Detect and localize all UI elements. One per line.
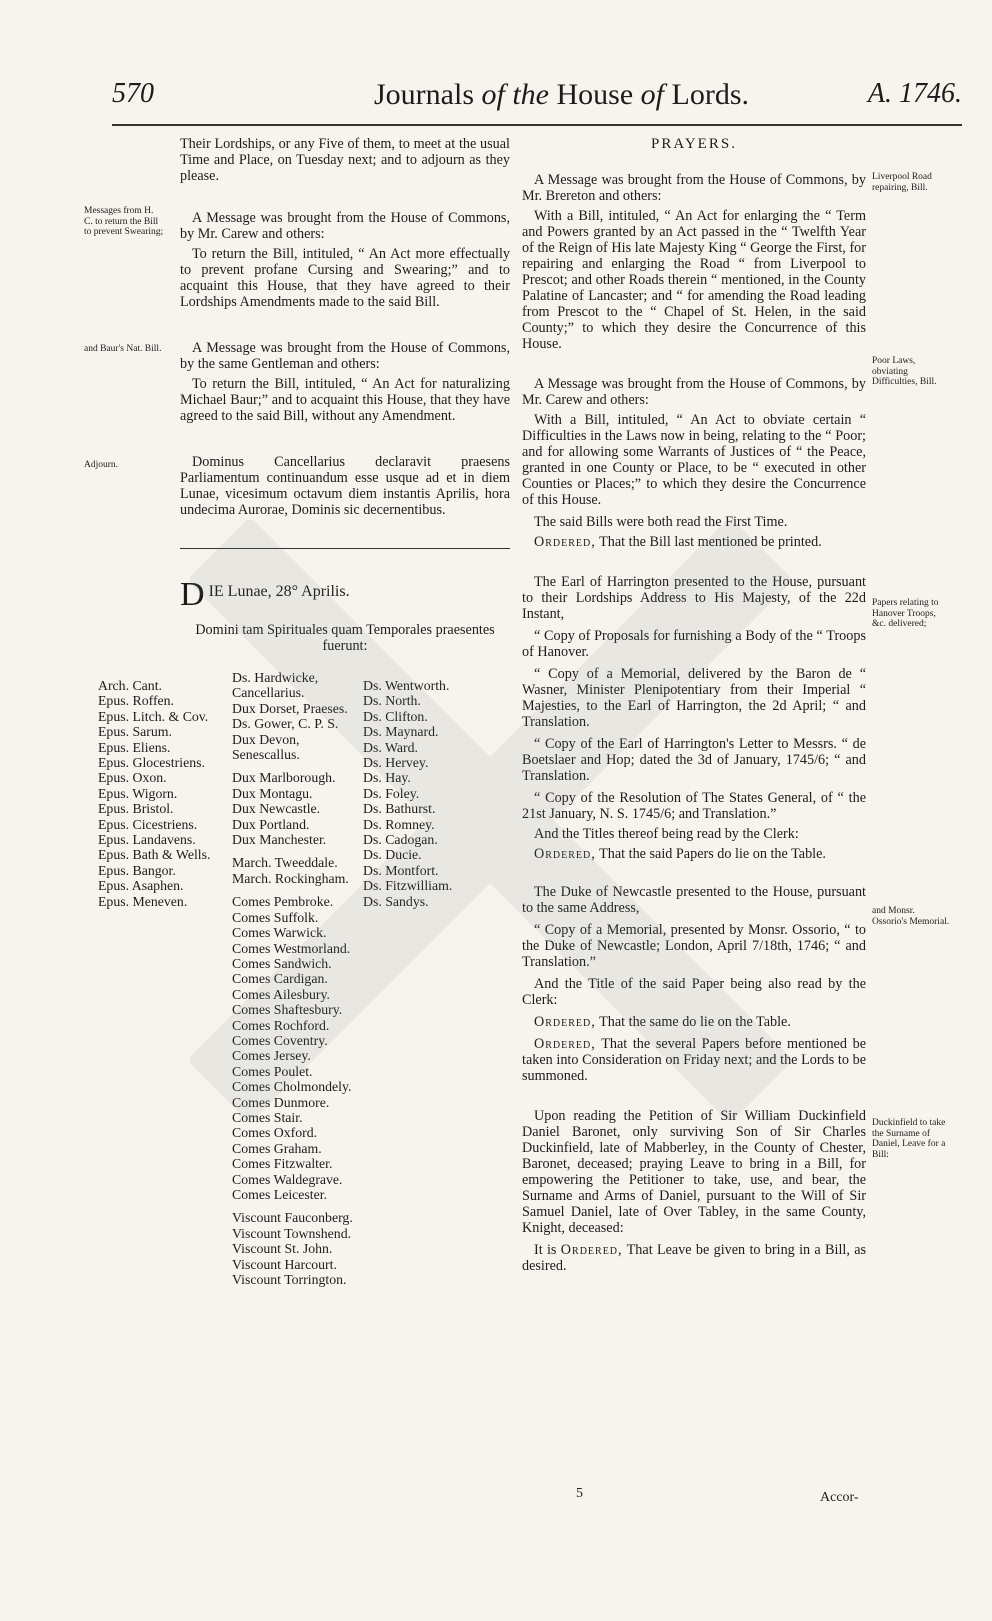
title-part-of-the: of the bbox=[481, 78, 549, 111]
page-number: 570 bbox=[112, 78, 154, 109]
harrington-presented: The Earl of Harrington presented to the House, pursuant to their Lordships Address to His Majesty, of the 22d Instant, bbox=[522, 574, 866, 622]
paper-wasner-memorial: “ Copy of a Memorial, delivered by the Baron de “ Wasner, Minister Plenipotentiary from their Imperial “ Majesties, to the Earl of Harrington, the 2d April; “ and Translation. bbox=[522, 666, 866, 730]
margin-note-papers: Papers relating to Hanover Troops, &c. delivered; bbox=[872, 598, 939, 629]
list-gap bbox=[232, 1202, 362, 1210]
lord-name: Comes Cholmondely. bbox=[232, 1079, 352, 1095]
ordered-label: Ordered, bbox=[560, 1242, 623, 1258]
lord-name: Comes Jersey. bbox=[232, 1048, 311, 1064]
lord-name: Comes Ailesbury. bbox=[232, 986, 330, 1002]
lord-name: Comes Rochford. bbox=[232, 1017, 330, 1033]
title-part-of: of bbox=[640, 78, 664, 111]
poor-laws-message-intro: A Message was brought from the House of Commons, by Mr. Carew and others: bbox=[522, 376, 866, 408]
titles-read: And the Titles thereof being read by the Clerk: bbox=[534, 826, 799, 842]
lord-name: Epus. Asaphen. bbox=[98, 878, 184, 894]
lord-name: March. Tweeddale. bbox=[232, 855, 338, 871]
lord-name: Ds. Gower, C. P. S. bbox=[232, 716, 339, 732]
order-same-lie bbox=[522, 1014, 866, 1030]
lord-name: Comes Westmorland. bbox=[232, 940, 351, 956]
lord-name: Comes Coventry. bbox=[232, 1032, 328, 1048]
lords-column-bishops bbox=[98, 678, 223, 909]
die-date: IE Lunae, 28° Aprilis. bbox=[208, 583, 350, 600]
lord-name: Ds. Sandys. bbox=[363, 893, 429, 909]
title-part-house: House bbox=[556, 78, 634, 111]
margin-note-ossorio: and Monsr. Ossorio's Memorial. bbox=[872, 906, 950, 927]
lord-name: Ds. Foley. bbox=[363, 785, 420, 801]
title-read: And the Title of the said Paper being also read by the Clerk: bbox=[522, 976, 866, 1008]
header-rule bbox=[112, 124, 962, 126]
list-gap bbox=[232, 762, 362, 770]
lord-name: Epus. Meneven. bbox=[98, 893, 188, 909]
order-lie-on-table bbox=[522, 846, 866, 862]
order-same-text: That the same do lie on the Table. bbox=[599, 1014, 791, 1030]
liverpool-message-intro: A Message was brought from the House of Commons, by Mr. Brereton and others: bbox=[522, 172, 866, 204]
bills-read-first-time: The said Bills were both read the First Time. bbox=[534, 514, 788, 530]
paper-proposals: “ Copy of Proposals for furnishing a Body of the “ Troops of Hanover. bbox=[522, 628, 866, 660]
lord-name: Comes Shaftesbury. bbox=[232, 1002, 343, 1018]
lord-name: Epus. Eliens. bbox=[98, 739, 171, 755]
margin-note-poor-laws: Poor Laws, obviating Difficulties, Bill. bbox=[872, 356, 937, 387]
latin-adjournment: Dominus Cancellarius declaravit praesens Parliamentum continuandum esse usque ad et in diem Lunae, vicesimum octavum diem instantis Aprilis, hora undecima Aurorae, Dominis sic decernentibus. bbox=[180, 454, 510, 518]
margin-note-duckinfield: Duckinfield to take the Surname of Daniel, Leave for a Bill: bbox=[872, 1118, 946, 1160]
message-1-intro: A Message was brought from the House of Commons, by Mr. Carew and others: bbox=[180, 210, 510, 242]
lord-name: Viscount Torrington. bbox=[232, 1272, 347, 1288]
message-1-body: To return the Bill, intituled, “ An Act more effectually to prevent profane Cursing and Swearing;” and to acquaint this House, that they have agreed to their Lordships Amendments made to the said Bill. bbox=[180, 246, 510, 310]
lord-name: Comes Waldegrave. bbox=[232, 1171, 343, 1187]
lord-name: Epus. Sarum. bbox=[98, 724, 172, 740]
lord-name: Comes Sandwich. bbox=[232, 955, 332, 971]
margin-note-swearing: Messages from H. C. to return the Bill to prevent Swearing; bbox=[84, 206, 164, 237]
lord-name: Ds. Bathurst. bbox=[363, 801, 436, 817]
list-gap bbox=[232, 886, 362, 894]
prayers-heading: PRAYERS. bbox=[651, 136, 737, 152]
newcastle-presented: The Duke of Newcastle presented to the House, pursuant to the same Address, bbox=[522, 884, 866, 916]
lord-name: Epus. Cicestriens. bbox=[98, 816, 198, 832]
order-lie-text: That the said Papers do lie on the Table. bbox=[599, 846, 826, 862]
lord-name: Viscount Fauconberg. bbox=[232, 1210, 353, 1226]
header-year: A. 1746. bbox=[867, 78, 962, 109]
paper-states-general: “ Copy of the Resolution of The States General, of “ the 21st January, N. S. 1745/6; and Translation.” bbox=[522, 790, 866, 822]
message-2-body: To return the Bill, intituled, “ An Act for naturalizing Michael Baur;” and to acquaint this House, that they have agreed to the said Bill, without any Amendment. bbox=[180, 376, 510, 424]
order-consideration-text: That the several Papers before mentioned be taken into Consideration on Friday next; and the Lords to be summoned. bbox=[522, 1036, 866, 1084]
order-printed-text: That the Bill last mentioned be printed. bbox=[599, 534, 822, 550]
paper-harrington-letter: “ Copy of the Earl of Harrington's Letter to Messrs. “ de Boetslaer and Hop; dated the 3d of January, 1745/6; “ and Translation. bbox=[522, 736, 866, 784]
lord-name: Ds. Hardwicke, bbox=[232, 670, 319, 685]
lord-name: Comes Cardigan. bbox=[232, 971, 328, 987]
lord-name: Ds. Ward. bbox=[363, 739, 418, 755]
title-part-lords: Lords. bbox=[671, 78, 749, 111]
lord-name: Dux Montagu. bbox=[232, 785, 313, 801]
lord-name: Comes Dunmore. bbox=[232, 1094, 330, 1110]
lord-name: Ds. North. bbox=[363, 693, 421, 709]
drop-cap-d: D bbox=[180, 576, 205, 613]
lord-name: Dux Portland. bbox=[232, 816, 310, 832]
lord-name: Dux Newcastle. bbox=[232, 801, 321, 817]
lord-name: Viscount St. John. bbox=[232, 1241, 333, 1257]
lord-name: Comes Leicester. bbox=[232, 1187, 328, 1202]
lord-name: Ds. Wentworth. bbox=[363, 678, 450, 693]
list-gap bbox=[232, 847, 362, 855]
lord-name: Senescallus. bbox=[232, 747, 300, 763]
message-2-intro: A Message was brought from the House of Commons, by the same Gentleman and others: bbox=[180, 340, 510, 372]
lord-name: Dux Dorset, Praeses. bbox=[232, 700, 348, 716]
lord-name: Dux Manchester. bbox=[232, 832, 327, 848]
lord-name: Comes Graham. bbox=[232, 1140, 322, 1156]
liverpool-bill-text: With a Bill, intituled, “ An Act for enlarging the “ Term and Powers granted by an Act passed in the “ Twelfth Year of the Reign of His late Majesty King “ George the First, for repairing and enlarging the Road “ from Liverpool to Prescot; and other Roads therein “ mentioned, in the County Palatine of Lancaster; and “ for amending the Road leading from Prescot to the “ Chapel of St. Helen, in the said County;” to which they desire the Concurrence of this House. bbox=[522, 208, 866, 352]
page-header bbox=[112, 78, 962, 118]
section-rule bbox=[180, 548, 510, 549]
order-consideration bbox=[522, 1036, 866, 1084]
die-heading bbox=[180, 576, 510, 664]
lord-name: Arch. Cant. bbox=[98, 678, 162, 693]
lord-name: March. Rockingham. bbox=[232, 870, 349, 886]
lord-name: Comes Warwick. bbox=[232, 925, 327, 941]
lord-name: Comes Fitzwalter. bbox=[232, 1156, 333, 1172]
lord-name: Epus. Bristol. bbox=[98, 801, 174, 817]
lord-name: Viscount Harcourt. bbox=[232, 1256, 337, 1272]
duckinfield-petition: Upon reading the Petition of Sir William Duckinfield Daniel Baronet, only surviving Son of Sir Charles Duckinfield, late of Mabberley, in the County of Chester, Baronet, deceased; praying Leave to bring in a Bill, for empowering the Petitioner to take, use, and bear, the Surname and Arms of Daniel, pursuant to the Will of Sir Samuel Daniel, late of Over Tabley, in the same County, Knight, deceased: bbox=[522, 1108, 866, 1236]
lord-name: Epus. Bath & Wells. bbox=[98, 847, 211, 863]
lord-name: Comes Oxford. bbox=[232, 1125, 318, 1141]
catchword: Accor- bbox=[820, 1490, 859, 1505]
journal-title bbox=[374, 78, 749, 112]
lord-name: Epus. Roffen. bbox=[98, 693, 175, 709]
adjourn-paragraph: Their Lordships, or any Five of them, to meet at the usual Time and Place, on Tuesday next; and to adjourn as they please. bbox=[180, 136, 510, 184]
ordered-label: Ordered, bbox=[534, 1036, 596, 1052]
domini-present: Domini tam Spirituales quam Temporales praesentes fuerunt: bbox=[195, 622, 495, 654]
lord-name: Epus. Landavens. bbox=[98, 832, 196, 848]
it-is-text: It is bbox=[534, 1242, 557, 1258]
order-leave-text: That Leave be given to bring in a Bill, as desired. bbox=[522, 1242, 867, 1274]
margin-note-baur: and Baur's Nat. Bill. bbox=[84, 344, 162, 354]
lord-name: Cancellarius. bbox=[232, 685, 305, 701]
lord-name: Comes Pembroke. bbox=[232, 894, 334, 910]
lord-name: Ds. Fitzwilliam. bbox=[363, 878, 453, 894]
lord-name: Ds. Montfort. bbox=[363, 862, 439, 878]
lord-name: Comes Stair. bbox=[232, 1109, 303, 1125]
title-part-journals: Journals bbox=[374, 78, 474, 111]
lord-name: Epus. Oxon. bbox=[98, 770, 167, 786]
ordered-label: Ordered, bbox=[534, 1014, 596, 1030]
lord-name: Ds. Hervey. bbox=[363, 755, 429, 771]
lord-name: Ds. Clifton. bbox=[363, 708, 428, 724]
left-column bbox=[180, 136, 510, 528]
lord-name: Ds. Hay. bbox=[363, 770, 411, 786]
ordered-label: Ordered, bbox=[534, 846, 596, 862]
lord-name: Ds. Romney. bbox=[363, 816, 435, 832]
lord-name: Epus. Wigorn. bbox=[98, 785, 178, 801]
poor-laws-bill-text: With a Bill, intituled, “ An Act to obviate certain “ Difficulties in the Laws now in being, relating to the “ Poor; and for allowing some Warrants of Justices of “ the Peace, granted in one County or Place, to be “ executed in other Counties or Places;” to which they desire the Concurrence of this House. bbox=[522, 412, 866, 508]
right-column bbox=[522, 136, 866, 1280]
paper-ossorio-memorial: “ Copy of a Memorial, presented by Monsr. Ossorio, “ to the Duke of Newcastle; London, April 7/18th, 1746; “ and Translation.” bbox=[522, 922, 866, 970]
lord-name: Dux Marlborough. bbox=[232, 770, 336, 786]
lords-column-dukes-earls bbox=[232, 670, 362, 1287]
lords-column-barons bbox=[363, 678, 473, 909]
lord-name: Comes Suffolk. bbox=[232, 909, 319, 925]
order-leave-bill bbox=[522, 1242, 866, 1274]
lord-name: Ds. Maynard. bbox=[363, 724, 439, 740]
margin-note-adjourn: Adjourn. bbox=[84, 460, 119, 470]
lord-name: Viscount Townshend. bbox=[232, 1225, 352, 1241]
lord-name: Comes Poulet. bbox=[232, 1063, 313, 1079]
lord-name: Epus. Bangor. bbox=[98, 862, 176, 878]
ordered-label: Ordered, bbox=[534, 534, 596, 550]
lord-name: Epus. Glocestriens. bbox=[98, 755, 205, 771]
lord-name: Ds. Cadogan. bbox=[363, 832, 438, 848]
lord-name: Epus. Litch. & Cov. bbox=[98, 708, 209, 724]
lord-name: Dux Devon, bbox=[232, 731, 300, 747]
lord-name: Ds. Ducie. bbox=[363, 847, 422, 863]
margin-note-liverpool: Liverpool Road repairing, Bill. bbox=[872, 172, 932, 193]
signature-mark: 5 bbox=[576, 1486, 583, 1501]
order-printed bbox=[522, 534, 866, 550]
